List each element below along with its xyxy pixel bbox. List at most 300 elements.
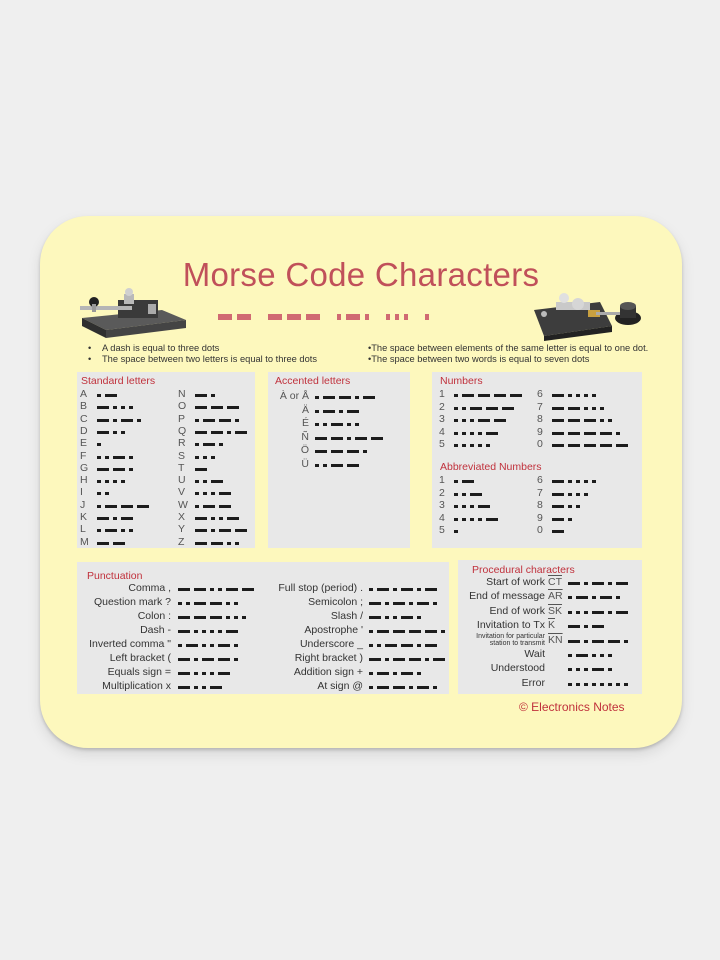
numbers-box [432, 372, 642, 548]
dash-mark [552, 505, 564, 508]
letter-morse-code [195, 406, 243, 410]
dash-mark [113, 542, 125, 545]
letter-morse-code [97, 443, 105, 447]
dot-mark [592, 654, 596, 657]
dash-mark [97, 419, 109, 422]
dot-mark [584, 582, 588, 585]
letter-label: D [80, 424, 88, 437]
dot-mark [584, 480, 588, 483]
letter-morse-code [195, 505, 235, 509]
dot-mark [211, 394, 215, 397]
dot-mark [178, 602, 182, 605]
dash-mark [137, 505, 149, 508]
dot-mark [592, 596, 596, 599]
punctuation-morse-code [178, 686, 226, 690]
abbreviated-number-label: 1 [439, 474, 445, 486]
dash-mark [616, 582, 628, 585]
dot-mark [227, 542, 231, 545]
punctuation-label: Apostrophe ' [304, 624, 363, 636]
accented-letter-label: Ä [301, 403, 309, 416]
dash-mark [218, 672, 230, 675]
procedural-morse-code [568, 611, 632, 615]
dot-mark [608, 654, 612, 657]
dash-mark [210, 602, 222, 605]
dash-mark [486, 432, 498, 435]
procedural-box [458, 560, 642, 694]
dot-mark [454, 480, 458, 483]
dot-mark [462, 493, 466, 496]
dot-mark [315, 396, 319, 399]
letter-morse-code [195, 431, 251, 435]
dot-mark [211, 492, 215, 495]
dash-mark [203, 419, 215, 422]
dot-mark [234, 658, 238, 661]
dot-mark [315, 423, 319, 426]
dot-mark [121, 529, 125, 532]
dot-mark [584, 640, 588, 643]
dash-mark [470, 493, 482, 496]
dot-mark [576, 611, 580, 614]
letter-label: F [80, 449, 87, 462]
dot-mark [235, 419, 239, 422]
dash-mark [323, 396, 335, 399]
dot-mark [584, 668, 588, 671]
letter-label: S [178, 449, 186, 462]
dot-mark [568, 668, 572, 671]
dash-mark [393, 658, 405, 661]
abbreviated-number-label: 7 [537, 486, 543, 499]
dot-mark [600, 683, 604, 686]
punctuation-label: Addition sign + [293, 666, 363, 678]
procedural-label: Wait [524, 648, 545, 660]
number-label: 8 [537, 413, 543, 425]
dot-mark [462, 444, 466, 447]
dot-mark [385, 616, 389, 619]
title-dot-mark [365, 314, 369, 320]
title-dot-mark [425, 314, 429, 320]
dot-mark [608, 419, 612, 422]
number-morse-code [552, 407, 608, 411]
procedural-signal: $\overline{K}$ [548, 619, 556, 632]
dash-mark [616, 444, 628, 447]
dash-mark [226, 630, 238, 633]
dot-mark [355, 396, 359, 399]
dot-mark [478, 518, 482, 521]
dot-mark [470, 432, 474, 435]
dot-mark [363, 450, 367, 453]
abbreviated-number-label: 4 [439, 511, 445, 524]
punctuation-label: Left bracket ( [109, 652, 171, 664]
dash-mark [211, 480, 223, 483]
letter-label: R [178, 437, 186, 450]
number-morse-code [454, 394, 526, 398]
dash-mark [552, 444, 564, 447]
dash-mark [315, 437, 327, 440]
accented-letter-label: Ñ [301, 430, 309, 443]
abbreviated-morse-code [454, 493, 486, 497]
procedural-morse-code [568, 582, 632, 586]
punctuation-label: Multiplication x [102, 680, 171, 692]
letter-label: Z [178, 535, 185, 548]
dash-mark [235, 431, 247, 434]
dot-mark [584, 407, 588, 410]
letter-morse-code [195, 480, 227, 484]
dash-mark [315, 450, 327, 453]
dot-mark [568, 596, 572, 599]
accented-morse-code [315, 396, 379, 400]
dash-mark [202, 658, 214, 661]
dash-mark [552, 407, 564, 410]
dot-mark [195, 492, 199, 495]
dash-mark [377, 588, 389, 591]
dash-mark [433, 658, 445, 661]
dot-mark [97, 529, 101, 532]
letter-label: Q [178, 424, 187, 437]
dot-mark [454, 419, 458, 422]
dash-mark [203, 443, 215, 446]
dash-mark [178, 686, 190, 689]
dash-mark [219, 492, 231, 495]
dash-mark [97, 431, 109, 434]
abbreviated-morse-code [454, 530, 462, 534]
dash-mark [347, 450, 359, 453]
abbreviated-morse-code [454, 518, 502, 522]
abbreviated-number-label: 6 [537, 474, 543, 486]
letter-label: K [80, 511, 88, 523]
dash-mark [218, 644, 230, 647]
note-word-space: •The space between two words is equal to seven dots [368, 354, 590, 364]
dot-mark [576, 394, 580, 397]
dot-mark [218, 588, 222, 591]
letter-label: P [178, 412, 186, 425]
dot-mark [113, 431, 117, 434]
dot-mark [202, 644, 206, 647]
letter-label: I [80, 486, 83, 499]
dot-mark [600, 654, 604, 657]
letter-morse-code [97, 529, 137, 533]
procedural-morse-code [568, 640, 632, 644]
dot-mark [470, 518, 474, 521]
dot-mark [576, 668, 580, 671]
punctuation-morse-code [178, 672, 234, 676]
dash-mark [616, 611, 628, 614]
dot-mark [202, 672, 206, 675]
dot-mark [478, 432, 482, 435]
dot-mark [462, 505, 466, 508]
letter-morse-code [195, 419, 243, 423]
punctuation-label: Underscore _ [299, 638, 363, 650]
dot-mark [226, 602, 230, 605]
dot-mark [369, 686, 373, 689]
dot-mark [121, 406, 125, 409]
letter-label: N [178, 388, 186, 400]
notes-left [88, 343, 317, 365]
punctuation-morse-code [369, 644, 441, 648]
punctuation-morse-code [369, 630, 449, 634]
punctuation-label: Comma , [128, 582, 171, 594]
dash-mark [355, 437, 367, 440]
note-dash: • A dash is equal to three dots [88, 343, 317, 354]
dash-mark [592, 582, 604, 585]
accented-morse-code [315, 423, 363, 427]
notes-right [368, 343, 648, 365]
accented-letter-label: Ü [301, 457, 309, 470]
dot-mark [608, 683, 612, 686]
letter-label: X [178, 511, 186, 523]
dot-mark [219, 443, 223, 446]
dot-mark [97, 480, 101, 483]
punctuation-label: Semicolon ; [308, 596, 363, 608]
dot-mark [470, 444, 474, 447]
accented-letters-heading: Accented letters [275, 375, 351, 387]
dash-mark [502, 407, 514, 410]
dot-mark [568, 654, 572, 657]
dot-mark [369, 644, 373, 647]
dot-mark [454, 432, 458, 435]
dot-mark [369, 630, 373, 633]
dash-mark [369, 602, 381, 605]
letter-label: W [178, 498, 188, 511]
dot-mark [203, 480, 207, 483]
dash-mark [377, 630, 389, 633]
dot-mark [616, 683, 620, 686]
dot-mark [195, 505, 199, 508]
dash-mark [600, 432, 612, 435]
number-morse-code [552, 432, 624, 436]
dash-mark [470, 407, 482, 410]
dash-mark [552, 480, 564, 483]
note-letter-space: • The space between two letters is equal to three dots [88, 354, 317, 365]
dash-mark [369, 616, 381, 619]
dash-mark [242, 588, 254, 591]
dash-mark [478, 394, 490, 397]
punctuation-morse-code [369, 588, 441, 592]
number-morse-code [454, 419, 510, 423]
dash-mark [576, 596, 588, 599]
procedural-heading: Procedural characters [472, 564, 575, 576]
dot-mark [417, 616, 421, 619]
dot-mark [576, 683, 580, 686]
abbreviated-morse-code [552, 493, 592, 497]
dot-mark [568, 505, 572, 508]
title-dot-mark [404, 314, 408, 320]
punctuation-morse-code [369, 602, 441, 606]
procedural-label-line: Invitation for particular [476, 632, 545, 640]
letter-label: U [178, 474, 186, 487]
punctuation-morse-code [178, 602, 242, 606]
letter-morse-code [97, 419, 145, 423]
letter-morse-code [97, 406, 137, 410]
dash-mark [568, 444, 580, 447]
dot-mark [234, 616, 238, 619]
dash-mark [347, 410, 359, 413]
dot-mark [417, 588, 421, 591]
dot-mark [355, 423, 359, 426]
letter-label: O [178, 400, 187, 413]
accented-morse-code [315, 437, 387, 441]
abbreviated-number-label: 2 [439, 486, 445, 499]
dash-mark [113, 468, 125, 471]
dash-mark [323, 410, 335, 413]
dot-mark [568, 611, 572, 614]
letter-label: E [80, 437, 88, 450]
dot-mark [584, 493, 588, 496]
dash-mark [331, 423, 343, 426]
dash-mark [227, 517, 239, 520]
dash-mark [226, 588, 238, 591]
dash-mark [552, 432, 564, 435]
dash-mark [401, 616, 413, 619]
dash-mark [121, 505, 133, 508]
dash-mark [377, 686, 389, 689]
procedural-morse-code [568, 596, 624, 600]
dot-mark [486, 444, 490, 447]
number-label: 0 [537, 438, 543, 450]
procedural-morse-code [568, 668, 616, 672]
dot-mark [97, 505, 101, 508]
dash-mark [494, 394, 506, 397]
dot-mark [97, 456, 101, 459]
dash-mark [425, 630, 437, 633]
dash-mark [462, 480, 474, 483]
dot-mark [433, 686, 437, 689]
dot-mark [385, 658, 389, 661]
number-label: 4 [439, 425, 445, 438]
letter-label: Y [178, 523, 186, 536]
dash-mark [552, 493, 564, 496]
dash-mark [552, 419, 564, 422]
abbreviated-morse-code [552, 530, 568, 534]
dash-mark [195, 517, 207, 520]
dot-mark [323, 464, 327, 467]
dot-mark [97, 443, 101, 446]
dot-mark [608, 582, 612, 585]
dot-mark [211, 529, 215, 532]
punctuation-label: Full stop (period) . [278, 582, 363, 594]
dash-mark [494, 419, 506, 422]
dot-mark [592, 480, 596, 483]
dot-mark [195, 480, 199, 483]
dash-mark [478, 419, 490, 422]
punctuation-morse-code [178, 658, 242, 662]
dot-mark [454, 518, 458, 521]
punctuation-label: At sign @ [317, 680, 363, 692]
dot-mark [195, 456, 199, 459]
punctuation-label: Colon : [137, 610, 171, 622]
letter-morse-code [97, 505, 153, 509]
dot-mark [584, 611, 588, 614]
title-dash-mark [346, 314, 360, 320]
dash-mark [113, 456, 125, 459]
dot-mark [454, 407, 458, 410]
numbers-heading: Numbers [440, 375, 483, 387]
dot-mark [576, 493, 580, 496]
dot-mark [178, 644, 182, 647]
dash-mark [97, 517, 109, 520]
dash-mark [401, 672, 413, 675]
abbreviated-number-label: 5 [439, 524, 445, 536]
dash-mark [584, 444, 596, 447]
dash-mark [178, 658, 190, 661]
accented-letter-label: À or Å [279, 390, 309, 402]
dash-mark [194, 616, 206, 619]
dash-mark [552, 518, 564, 521]
dot-mark [616, 432, 620, 435]
letter-morse-code [97, 431, 129, 435]
dot-mark [210, 630, 214, 633]
procedural-label: End of work [489, 604, 545, 617]
dash-mark [377, 672, 389, 675]
letter-morse-code [195, 517, 243, 521]
dash-mark [211, 542, 223, 545]
dot-mark [462, 518, 466, 521]
dot-mark [600, 407, 604, 410]
dot-mark [129, 468, 133, 471]
number-label: 5 [439, 438, 445, 450]
dot-mark [462, 432, 466, 435]
abbreviated-number-label: 0 [537, 524, 543, 536]
dash-mark [417, 602, 429, 605]
procedural-label [458, 633, 545, 648]
dot-mark [425, 658, 429, 661]
dot-mark [409, 602, 413, 605]
title-dash-mark [306, 314, 320, 320]
procedural-signal: $\overline{AR}$ [548, 590, 563, 603]
dot-mark [121, 480, 125, 483]
punctuation-label: Right bracket ) [294, 652, 363, 664]
letter-morse-code [195, 456, 219, 460]
dot-mark [624, 683, 628, 686]
dash-mark [97, 406, 109, 409]
accented-morse-code [315, 450, 371, 454]
dash-mark [235, 529, 247, 532]
letter-morse-code [97, 492, 113, 496]
dot-mark [385, 602, 389, 605]
dash-mark [121, 419, 133, 422]
dot-mark [600, 419, 604, 422]
dash-mark [369, 658, 381, 661]
dot-mark [592, 407, 596, 410]
letter-label: J [80, 498, 86, 511]
accented-morse-code [315, 410, 363, 414]
number-morse-code [552, 394, 600, 398]
letter-morse-code [195, 542, 243, 546]
dot-mark [242, 616, 246, 619]
letter-morse-code [195, 443, 227, 447]
dot-mark [211, 517, 215, 520]
standard-letters-heading: Standard letters [81, 375, 156, 387]
dash-mark [486, 407, 498, 410]
dot-mark [347, 423, 351, 426]
dot-mark [210, 644, 214, 647]
dot-mark [608, 668, 612, 671]
dot-mark [227, 431, 231, 434]
dot-mark [226, 616, 230, 619]
dot-mark [194, 630, 198, 633]
letter-label: M [80, 535, 89, 548]
letter-morse-code [195, 529, 251, 533]
abbreviated-numbers-heading: Abbreviated Numbers [440, 461, 542, 473]
dash-mark [195, 542, 207, 545]
dot-mark [121, 431, 125, 434]
dot-mark [315, 410, 319, 413]
dot-mark [592, 683, 596, 686]
number-label: 2 [439, 400, 445, 413]
abbreviated-number-label: 9 [537, 511, 543, 524]
dot-mark [409, 686, 413, 689]
letter-label: G [80, 461, 89, 474]
dash-mark [510, 394, 522, 397]
